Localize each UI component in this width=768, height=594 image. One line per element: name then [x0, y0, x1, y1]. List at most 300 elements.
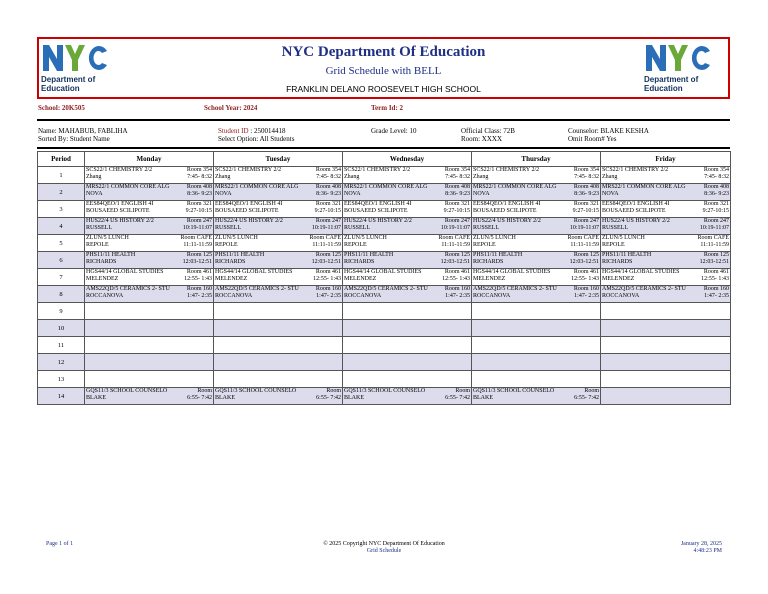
- print-date: January 28, 2025: [680, 541, 722, 547]
- class-time: 10:19-11:07: [311, 225, 341, 231]
- teacher-name: ROCCANOVA: [86, 293, 124, 299]
- course-name: HGS44/14 GLOBAL STUDIES: [473, 269, 551, 275]
- class-time: 10:19-11:07: [440, 225, 470, 231]
- schedule-cell: [214, 252, 343, 269]
- student-id-block: [218, 127, 294, 143]
- teacher-name: RUSSELL: [215, 225, 242, 231]
- schedule-cell: [343, 252, 472, 269]
- room-number: Room 408: [186, 184, 212, 190]
- teacher-name: NOVA: [215, 191, 232, 197]
- class-time: 6:55- 7:42: [574, 395, 599, 401]
- teacher-name: BOUSAEED SCILIPOTE: [215, 208, 279, 214]
- class-time: 9:27-10:15: [443, 208, 470, 214]
- schedule-cell: [85, 354, 214, 371]
- class-time: 7:45- 8:32: [187, 174, 212, 180]
- table-row: [38, 269, 731, 286]
- course-name: PHS11/11 HEALTH: [215, 252, 265, 258]
- room-number: Room 354: [186, 167, 212, 173]
- schedule-cell: [472, 167, 601, 184]
- class-block: [461, 127, 515, 143]
- class-time: 1:47- 2:35: [574, 293, 599, 299]
- period-number: 1: [38, 167, 85, 184]
- course-name: PHS11/11 HEALTH: [473, 252, 523, 258]
- table-row: [38, 354, 731, 371]
- class-time: 12:03-12:51: [182, 259, 212, 265]
- schedule-cell: [472, 235, 601, 252]
- course-name: MRS22/1 COMMON CORE ALG: [215, 184, 299, 190]
- course-name: ZLUN/5 LUNCH: [86, 235, 129, 241]
- course-name: SCS22/1 CHEMISTRY 2/2: [86, 167, 153, 173]
- class-time: 8:36- 9:23: [445, 191, 470, 197]
- schedule-cell: [343, 354, 472, 371]
- teacher-name: REPOLE: [473, 242, 496, 248]
- counselor: Counselor: BLAKE KESHA: [568, 127, 649, 135]
- schedule-cell: [214, 303, 343, 320]
- period-number: 5: [38, 235, 85, 252]
- term-id: Term Id: 2: [371, 104, 404, 112]
- room-number: Room 321: [573, 201, 599, 207]
- copyright: © 2025 Copyright NYC Department Of Education: [323, 541, 445, 547]
- teacher-name: BOUSAEED SCILIPOTE: [86, 208, 150, 214]
- class-time: 12:55- 1:43: [571, 276, 599, 282]
- teacher-name: Zhang: [473, 174, 489, 180]
- class-time: 9:27-10:15: [572, 208, 599, 214]
- schedule-cell: [343, 218, 472, 235]
- select-option: Select Option: All Students: [218, 135, 295, 143]
- room-number: Room 461: [703, 269, 729, 275]
- class-time: 10:19-11:07: [699, 225, 729, 231]
- schedule-cell: [472, 303, 601, 320]
- room-number: Room 247: [573, 218, 599, 224]
- schedule-cell: [214, 337, 343, 354]
- class-time: 12:03-12:51: [440, 259, 470, 265]
- schedule-cell: [472, 252, 601, 269]
- day-header: Friday: [601, 152, 731, 167]
- period-number: 10: [38, 320, 85, 337]
- schedule-cell: [343, 201, 472, 218]
- class-time: 12:55- 1:43: [184, 276, 212, 282]
- course-name: AMS22QD/5 CERAMICS 2- STU: [473, 286, 557, 292]
- omit-room: Omit Room# Yes: [568, 135, 617, 143]
- room-number: Room: [455, 388, 470, 394]
- course-name: AMS22QD/5 CERAMICS 2- STU: [344, 286, 428, 292]
- day-header: Tuesday: [214, 152, 343, 167]
- schedule-cell: [343, 167, 472, 184]
- course-name: GQS11/3 SCHOOL COUNSELO: [86, 388, 168, 394]
- class-time: 12:03-12:51: [311, 259, 341, 265]
- course-name: HUS22/4 US HISTORY 2/2: [473, 218, 541, 224]
- schedule-cell: [601, 252, 731, 269]
- table-row: [38, 337, 731, 354]
- schedule-cell: [472, 371, 601, 388]
- period-number: 11: [38, 337, 85, 354]
- print-time: 4:48:23 PM: [693, 548, 722, 554]
- room-number: Room 247: [703, 218, 729, 224]
- class-time: 8:36- 9:23: [574, 191, 599, 197]
- schedule-cell: [85, 337, 214, 354]
- class-time: 6:55- 7:42: [316, 395, 341, 401]
- teacher-name: Zhang: [602, 174, 618, 180]
- class-time: 7:45- 8:32: [445, 174, 470, 180]
- period-number: 6: [38, 252, 85, 269]
- course-name: EES84QEO/1 ENGLISH 4I: [473, 201, 541, 207]
- period-number: 2: [38, 184, 85, 201]
- class-time: 7:45- 8:32: [704, 174, 729, 180]
- room-number: Room: [197, 388, 212, 394]
- room-number: Room 354: [444, 167, 470, 173]
- room-number: Room 247: [186, 218, 212, 224]
- teacher-name: BLAKE: [215, 395, 235, 401]
- class-time: 6:55- 7:42: [445, 395, 470, 401]
- room-number: Room 160: [315, 286, 341, 292]
- schedule-cell: [85, 303, 214, 320]
- schedule-cell: [85, 371, 214, 388]
- room-number: Room 125: [186, 252, 212, 258]
- period-number: 4: [38, 218, 85, 235]
- teacher-name: RUSSELL: [602, 225, 629, 231]
- logo-text: Department of Education: [644, 75, 699, 93]
- day-header: Wednesday: [343, 152, 472, 167]
- schedule-cell: [343, 303, 472, 320]
- course-name: HUS22/4 US HISTORY 2/2: [344, 218, 412, 224]
- grade-level: Grade Level: 10: [371, 127, 417, 135]
- room-number: Room 408: [315, 184, 341, 190]
- course-name: MRS22/1 COMMON CORE ALG: [602, 184, 686, 190]
- schedule-cell: [472, 201, 601, 218]
- grid-header-row: [38, 152, 731, 167]
- period-number: 14: [38, 388, 85, 405]
- room-number: Room CAFE: [309, 235, 341, 241]
- teacher-name: MELENDEZ: [344, 276, 377, 282]
- course-name: PHS11/11 HEALTH: [344, 252, 394, 258]
- class-time: 9:27-10:15: [314, 208, 341, 214]
- course-name: HUS22/4 US HISTORY 2/2: [602, 218, 670, 224]
- course-name: EES84QEO/1 ENGLISH 4I: [86, 201, 154, 207]
- room-number: Room 408: [444, 184, 470, 190]
- class-time: 6:55- 7:42: [187, 395, 212, 401]
- schedule-cell: [601, 388, 731, 405]
- schedule-cell: [214, 371, 343, 388]
- schedule-cell: [214, 167, 343, 184]
- room-number: Room 408: [573, 184, 599, 190]
- course-name: HGS44/14 GLOBAL STUDIES: [344, 269, 422, 275]
- report-title: NYC Department Of Education: [281, 44, 486, 60]
- room-number: Room: [584, 388, 599, 394]
- class-time: 7:45- 8:32: [316, 174, 341, 180]
- period-number: 8: [38, 286, 85, 303]
- teacher-name: MELENDEZ: [215, 276, 248, 282]
- room-number: Room 461: [444, 269, 470, 275]
- schedule-cell: [85, 269, 214, 286]
- period-number: 3: [38, 201, 85, 218]
- student-name-block: [38, 127, 128, 143]
- schedule-cell: [214, 286, 343, 303]
- schedule-cell: [601, 167, 731, 184]
- student-id-value: : 250014418: [248, 127, 286, 135]
- official-class: Official Class: 72B: [461, 127, 515, 135]
- teacher-name: Zhang: [344, 174, 360, 180]
- schedule-cell: [472, 286, 601, 303]
- room-number: Room CAFE: [697, 235, 729, 241]
- schedule-cell: [601, 337, 731, 354]
- footer-datetime: [681, 541, 722, 555]
- course-name: AMS22QD/5 CERAMICS 2- STU: [215, 286, 299, 292]
- teacher-name: MELENDEZ: [602, 276, 635, 282]
- schedule-cell: [214, 218, 343, 235]
- teacher-name: REPOLE: [215, 242, 238, 248]
- schedule-cell: [214, 320, 343, 337]
- table-row: [38, 320, 731, 337]
- schedule-cell: [472, 184, 601, 201]
- course-name: GQS11/3 SCHOOL COUNSELO: [215, 388, 297, 394]
- course-name: ZLUN/5 LUNCH: [473, 235, 516, 241]
- room-number: Room 461: [315, 269, 341, 275]
- schedule-cell: [472, 337, 601, 354]
- teacher-name: RICHARDS: [344, 259, 375, 265]
- class-time: 8:36- 9:23: [316, 191, 341, 197]
- room-number: Room 321: [186, 201, 212, 207]
- class-time: 12:55- 1:43: [313, 276, 341, 282]
- schedule-cell: [601, 235, 731, 252]
- teacher-name: NOVA: [473, 191, 490, 197]
- teacher-name: BLAKE: [473, 395, 493, 401]
- day-header: Thursday: [472, 152, 601, 167]
- room-number: Room 125: [703, 252, 729, 258]
- schedule-cell: [85, 235, 214, 252]
- room-number: Room 461: [573, 269, 599, 275]
- counselor-block: [568, 127, 649, 143]
- teacher-name: RICHARDS: [473, 259, 504, 265]
- schedule-cell: [343, 269, 472, 286]
- schedule-cell: [343, 337, 472, 354]
- schedule-cell: [472, 354, 601, 371]
- teacher-name: BOUSAEED SCILIPOTE: [473, 208, 537, 214]
- schedule-cell: [85, 320, 214, 337]
- schedule-cell: [472, 218, 601, 235]
- course-name: AMS22QD/5 CERAMICS 2- STU: [86, 286, 170, 292]
- class-time: 12:55- 1:43: [442, 276, 470, 282]
- schedule-cell: [85, 184, 214, 201]
- teacher-name: ROCCANOVA: [215, 293, 253, 299]
- schedule-cell: [601, 371, 731, 388]
- teacher-name: NOVA: [86, 191, 103, 197]
- course-name: AMS22QD/5 CERAMICS 2- STU: [602, 286, 686, 292]
- course-name: HGS44/14 GLOBAL STUDIES: [215, 269, 293, 275]
- schedule-cell: [214, 184, 343, 201]
- table-row: [38, 303, 731, 320]
- schedule-cell: [472, 320, 601, 337]
- schedule-cell: [214, 201, 343, 218]
- school-name: FRANKLIN DELANO ROOSEVELT HIGH SCHOOL: [286, 84, 481, 94]
- page-number: Page 1 of 1: [46, 541, 74, 547]
- room-number: Room 160: [444, 286, 470, 292]
- teacher-name: NOVA: [602, 191, 619, 197]
- schedule-cell: [214, 269, 343, 286]
- class-time: 1:47- 2:35: [445, 293, 470, 299]
- room-number: Room 160: [573, 286, 599, 292]
- class-time: 8:36- 9:23: [704, 191, 729, 197]
- schedule-cell: [343, 320, 472, 337]
- schedule-cell: [343, 371, 472, 388]
- schedule-cell: [85, 286, 214, 303]
- table-row: [38, 167, 731, 184]
- teacher-name: BLAKE: [86, 395, 106, 401]
- table-row: [38, 286, 731, 303]
- teacher-name: ROCCANOVA: [344, 293, 382, 299]
- course-name: ZLUN/5 LUNCH: [215, 235, 258, 241]
- report-header: [37, 37, 730, 99]
- schedule-cell: [601, 184, 731, 201]
- schedule-cell: [601, 201, 731, 218]
- course-name: PHS11/11 HEALTH: [602, 252, 652, 258]
- room-number: Room 160: [186, 286, 212, 292]
- schedule-cell: [601, 354, 731, 371]
- class-time: 1:47- 2:35: [316, 293, 341, 299]
- schedule-cell: [343, 184, 472, 201]
- class-time: 12:03-12:51: [699, 259, 729, 265]
- course-name: GQS11/3 SCHOOL COUNSELO: [344, 388, 426, 394]
- class-time: 11:11-11:59: [441, 242, 470, 248]
- sorted-by: Sorted By: Student Name: [38, 135, 110, 143]
- divider: [37, 119, 730, 121]
- schedule-cell: [85, 252, 214, 269]
- room-number: Room 125: [573, 252, 599, 258]
- schedule-cell: [85, 167, 214, 184]
- class-time: 9:27-10:15: [185, 208, 212, 214]
- room-number: Room 125: [444, 252, 470, 258]
- course-name: GQS11/3 SCHOOL COUNSELO: [473, 388, 555, 394]
- class-time: 1:47- 2:35: [187, 293, 212, 299]
- schedule-cell: [85, 201, 214, 218]
- teacher-name: RICHARDS: [86, 259, 117, 265]
- class-time: 11:11-11:59: [312, 242, 341, 248]
- table-row: [38, 184, 731, 201]
- class-time: 12:03-12:51: [569, 259, 599, 265]
- schedule-cell: [601, 303, 731, 320]
- course-name: SCS22/1 CHEMISTRY 2/2: [602, 167, 669, 173]
- teacher-name: RUSSELL: [86, 225, 113, 231]
- nyc-logo-icon: [644, 41, 714, 73]
- course-name: MRS22/1 COMMON CORE ALG: [344, 184, 428, 190]
- room-number: Room CAFE: [180, 235, 212, 241]
- course-name: SCS22/1 CHEMISTRY 2/2: [344, 167, 411, 173]
- period-number: 12: [38, 354, 85, 371]
- schedule-cell: [214, 354, 343, 371]
- teacher-name: Zhang: [215, 174, 231, 180]
- schedule-cell: [85, 388, 214, 405]
- room-number: Room 247: [315, 218, 341, 224]
- course-name: ZLUN/5 LUNCH: [602, 235, 645, 241]
- room-number: Room 321: [703, 201, 729, 207]
- room-number: Room 321: [315, 201, 341, 207]
- course-name: MRS22/1 COMMON CORE ALG: [86, 184, 170, 190]
- schedule-cell: [472, 388, 601, 405]
- student-id-label: Student ID: [218, 127, 249, 135]
- room-number: Room: [326, 388, 341, 394]
- class-time: 11:11-11:59: [700, 242, 729, 248]
- room-number: Room 354: [315, 167, 341, 173]
- period-number: 7: [38, 269, 85, 286]
- schedule-cell: [214, 235, 343, 252]
- report-subtitle: Grid Schedule with BELL: [325, 65, 442, 77]
- logo-text: Department of Education: [41, 75, 96, 93]
- table-row: [38, 201, 731, 218]
- room-number: Room 408: [703, 184, 729, 190]
- teacher-name: NOVA: [344, 191, 361, 197]
- period-number: 9: [38, 303, 85, 320]
- teacher-name: BOUSAEED SCILIPOTE: [602, 208, 666, 214]
- class-time: 8:36- 9:23: [187, 191, 212, 197]
- school-code: School: 20K505: [38, 104, 85, 112]
- schedule-cell: [343, 286, 472, 303]
- schedule-cell: [601, 269, 731, 286]
- teacher-name: BOUSAEED SCILIPOTE: [344, 208, 408, 214]
- course-name: EES84QEO/1 ENGLISH 4I: [602, 201, 670, 207]
- footer-center: [0, 541, 768, 555]
- teacher-name: RICHARDS: [602, 259, 633, 265]
- course-name: MRS22/1 COMMON CORE ALG: [473, 184, 557, 190]
- teacher-name: ROCCANOVA: [602, 293, 640, 299]
- room-number: Room 321: [444, 201, 470, 207]
- teacher-name: REPOLE: [86, 242, 109, 248]
- course-name: HUS22/4 US HISTORY 2/2: [215, 218, 283, 224]
- teacher-name: RICHARDS: [215, 259, 246, 265]
- period-number: 13: [38, 371, 85, 388]
- course-name: PHS11/11 HEALTH: [86, 252, 136, 258]
- room-number: Room 125: [315, 252, 341, 258]
- schedule-cell: [85, 218, 214, 235]
- class-time: 9:27-10:15: [702, 208, 729, 214]
- report-name: Grid Schedule: [366, 548, 402, 554]
- course-name: ZLUN/5 LUNCH: [344, 235, 387, 241]
- teacher-name: RUSSELL: [344, 225, 371, 231]
- schedule-cell: [601, 320, 731, 337]
- room-number: Room 247: [444, 218, 470, 224]
- schedule-cell: [214, 388, 343, 405]
- school-year: School Year: 2024: [204, 104, 258, 112]
- schedule-grid: [37, 151, 731, 405]
- teacher-name: BLAKE: [344, 395, 364, 401]
- course-name: SCS22/1 CHEMISTRY 2/2: [215, 167, 282, 173]
- table-row: [38, 218, 731, 235]
- student-name: Name: MAHABUB, FABLIHA: [38, 127, 128, 135]
- schedule-cell: [601, 218, 731, 235]
- class-time: 11:11-11:59: [570, 242, 599, 248]
- room-number: Room CAFE: [438, 235, 470, 241]
- doe-logo-right: [644, 41, 722, 97]
- teacher-name: MELENDEZ: [473, 276, 506, 282]
- course-name: HGS44/14 GLOBAL STUDIES: [86, 269, 164, 275]
- teacher-name: RUSSELL: [473, 225, 500, 231]
- teacher-name: REPOLE: [602, 242, 625, 248]
- schedule-cell: [343, 235, 472, 252]
- schedule-cell: [343, 388, 472, 405]
- teacher-name: ROCCANOVA: [473, 293, 511, 299]
- room-number: Room 461: [186, 269, 212, 275]
- class-time: 7:45- 8:32: [574, 174, 599, 180]
- room-number: Room 354: [703, 167, 729, 173]
- course-name: EES84QEO/1 ENGLISH 4I: [344, 201, 412, 207]
- period-header: Period: [38, 152, 85, 167]
- divider: [37, 147, 730, 149]
- teacher-name: REPOLE: [344, 242, 367, 248]
- schedule-cell: [472, 269, 601, 286]
- class-time: 1:47- 2:35: [704, 293, 729, 299]
- table-row: [38, 235, 731, 252]
- course-name: HUS22/4 US HISTORY 2/2: [86, 218, 154, 224]
- teacher-name: Zhang: [86, 174, 102, 180]
- class-time: 10:19-11:07: [569, 225, 599, 231]
